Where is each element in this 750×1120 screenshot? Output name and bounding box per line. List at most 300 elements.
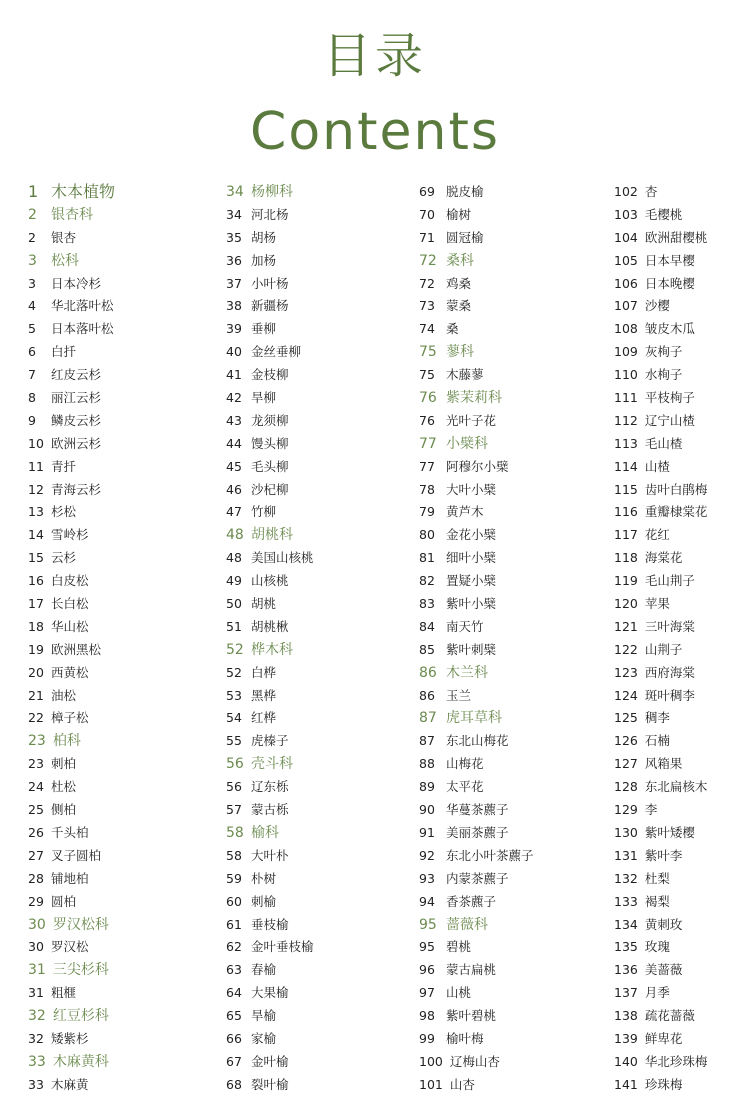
toc-entry-name: 罗汉松科	[52, 916, 109, 933]
toc-entry	[226, 250, 314, 273]
toc-entry-name: 辽梅山杏	[449, 1053, 500, 1069]
toc-entry-name: 香茶藨子	[446, 893, 497, 909]
toc-entry-number: 33	[28, 1053, 46, 1070]
toc-entry-name: 矮紫杉	[51, 1030, 89, 1046]
toc-family-heading	[226, 181, 314, 204]
toc-entry	[28, 456, 115, 479]
toc-entry-number: 127	[614, 756, 638, 772]
toc-entry-number: 11	[28, 458, 44, 474]
toc-entry-number: 111	[614, 390, 638, 406]
toc-entry-number: 29	[28, 893, 44, 909]
toc-entry-number: 49	[226, 573, 242, 589]
toc-family-heading	[226, 639, 314, 662]
toc-entry	[419, 547, 534, 570]
toc-entry	[226, 959, 314, 982]
toc-entry-name: 置疑小檗	[446, 573, 497, 589]
toc-entry-number: 84	[419, 618, 435, 634]
toc-entry-name: 榆树	[446, 206, 472, 222]
toc-entry	[419, 982, 534, 1005]
toc-entry-number: 35	[226, 229, 242, 245]
toc-entry-number: 82	[419, 573, 435, 589]
toc-entry	[614, 868, 707, 891]
toc-entry	[614, 181, 707, 204]
toc-entry-number: 40	[226, 344, 242, 360]
toc-entry-name: 白皮松	[51, 573, 89, 589]
toc-family-heading	[28, 959, 115, 982]
toc-entry-number: 123	[614, 664, 638, 680]
toc-entry-number: 56	[226, 756, 244, 773]
toc-entry-name: 毛头柳	[251, 458, 289, 474]
toc-family-heading	[28, 730, 115, 753]
toc-entry	[419, 1028, 534, 1051]
toc-entry-name: 柏科	[52, 733, 81, 750]
toc-entry-name: 木藤蓼	[446, 367, 484, 383]
toc-entry-number: 87	[419, 733, 435, 749]
toc-entry-number: 7	[28, 367, 36, 383]
toc-entry-number: 120	[614, 596, 638, 612]
toc-entry-name: 龙须柳	[251, 412, 289, 428]
toc-entry	[28, 662, 115, 685]
toc-entry-number: 96	[419, 962, 435, 978]
toc-entry	[226, 799, 314, 822]
toc-entry	[614, 570, 707, 593]
toc-entry	[614, 501, 707, 524]
toc-entry	[614, 364, 707, 387]
toc-entry-number: 109	[614, 344, 638, 360]
toc-entry-name: 胡桃科	[251, 527, 293, 544]
toc-entry	[226, 387, 314, 410]
toc-entry	[419, 181, 534, 204]
toc-entry-name: 东北扁核木	[644, 779, 708, 795]
toc-entry	[226, 341, 314, 364]
toc-entry-number: 2	[28, 229, 36, 245]
toc-entry-name: 蒙桑	[446, 298, 472, 314]
toc-entry	[226, 1051, 314, 1074]
toc-entry	[419, 1051, 534, 1074]
toc-entry-name: 千头柏	[51, 824, 89, 840]
toc-entry-number: 6	[28, 344, 36, 360]
toc-entry	[614, 639, 707, 662]
toc-entry	[226, 891, 314, 914]
toc-entry	[28, 799, 115, 822]
toc-entry-number: 137	[614, 985, 638, 1001]
toc-entry-name: 银杏科	[51, 206, 93, 223]
toc-entry-name: 木麻黄	[51, 1076, 89, 1092]
toc-entry-number: 25	[28, 802, 44, 818]
toc-entry-name: 大叶小檗	[446, 481, 497, 497]
toc-family-heading	[419, 914, 534, 937]
toc-entry-number: 99	[419, 1030, 435, 1046]
toc-entry-number: 94	[419, 893, 435, 909]
toc-entry-name: 蒙古扁桃	[446, 962, 497, 978]
toc-entry-name: 杨柳科	[251, 184, 293, 200]
toc-entry-number: 34	[226, 206, 242, 222]
toc-entry-name: 雪岭杉	[51, 527, 89, 543]
toc-entry-name: 欧洲甜樱桃	[644, 229, 708, 245]
toc-family-heading	[419, 341, 534, 364]
toc-entry-number: 47	[226, 504, 242, 520]
toc-entry-number: 119	[614, 573, 638, 589]
toc-entry	[226, 776, 314, 799]
toc-entry-name: 太平花	[446, 779, 484, 795]
toc-entry	[28, 547, 115, 570]
toc-family-heading	[419, 707, 534, 730]
toc-entry-number: 37	[226, 275, 242, 291]
toc-entry	[614, 914, 707, 937]
toc-entry	[614, 593, 707, 616]
toc-entry	[614, 891, 707, 914]
toc-entry-name: 红豆杉科	[52, 1008, 109, 1025]
toc-entry	[226, 364, 314, 387]
toc-entry	[28, 501, 115, 524]
page-title-chinese: 目录	[322, 28, 427, 84]
toc-entry	[226, 868, 314, 891]
toc-entry	[28, 891, 115, 914]
toc-entry-name: 桑	[446, 321, 459, 337]
toc-entry	[614, 1074, 707, 1097]
toc-entry-number: 71	[419, 229, 435, 245]
toc-entry-number: 115	[614, 481, 638, 497]
toc-entry	[226, 479, 314, 502]
toc-entry-name: 虎耳草科	[446, 710, 502, 727]
toc-entry-name: 蔷薇科	[446, 916, 488, 933]
toc-entry-number: 90	[419, 802, 435, 818]
toc-entry	[614, 341, 707, 364]
toc-entry-name: 辽东栎	[251, 779, 289, 795]
toc-entry	[614, 845, 707, 868]
toc-entry-number: 58	[226, 847, 242, 863]
toc-column-4	[614, 181, 707, 1097]
toc-column-1	[28, 181, 115, 1097]
toc-entry-number: 61	[226, 916, 242, 932]
toc-entry-number: 27	[28, 847, 44, 863]
toc-entry-name: 华北落叶松	[51, 298, 114, 314]
toc-entry-number: 3	[28, 275, 36, 291]
toc-entry-number: 55	[226, 733, 242, 749]
toc-entry-name: 华蔓茶藨子	[446, 802, 509, 818]
toc-entry-number: 60	[226, 893, 242, 909]
toc-entry-number: 15	[28, 550, 44, 566]
toc-entry-number: 5	[28, 321, 36, 337]
toc-entry	[614, 616, 707, 639]
toc-entry	[614, 799, 707, 822]
toc-entry-name: 桦木科	[251, 641, 293, 658]
toc-entry-name: 光叶子花	[446, 412, 497, 428]
toc-entry	[614, 1005, 707, 1028]
toc-entry-number: 126	[614, 733, 638, 749]
toc-entry-number: 34	[226, 184, 244, 200]
toc-entry-number: 79	[419, 504, 435, 520]
toc-entry-name: 沙杞柳	[251, 481, 289, 497]
toc-entry-name: 青扦	[51, 458, 77, 474]
toc-entry	[614, 410, 707, 433]
toc-entry	[419, 776, 534, 799]
toc-entry-number: 138	[614, 1008, 638, 1024]
toc-entry	[28, 1028, 115, 1051]
toc-entry-number: 91	[419, 824, 435, 840]
toc-entry	[614, 250, 707, 273]
toc-entry	[419, 799, 534, 822]
toc-entry-number: 102	[614, 184, 638, 199]
toc-entry-name: 杜松	[51, 779, 77, 795]
toc-entry-name: 华山松	[51, 618, 89, 634]
toc-entry	[226, 707, 314, 730]
toc-entry-name: 花红	[644, 527, 670, 543]
toc-entry-name: 鲜卑花	[644, 1030, 683, 1046]
toc-entry	[419, 616, 534, 639]
toc-entry-number: 33	[28, 1076, 44, 1092]
toc-entry	[614, 433, 707, 456]
toc-entry-number: 28	[28, 870, 44, 886]
toc-entry-number: 110	[614, 367, 638, 383]
toc-entry	[226, 547, 314, 570]
toc-entry-name: 山梅花	[446, 756, 484, 772]
toc-entry-name: 水栒子	[644, 367, 683, 383]
toc-entry-name: 长白松	[51, 596, 89, 612]
toc-entry-name: 胡桃	[251, 596, 277, 612]
toc-entry-number: 62	[226, 939, 242, 955]
toc-entry-number: 92	[419, 847, 435, 863]
toc-entry-name: 三尖杉科	[52, 962, 109, 979]
toc-entry-name: 石楠	[644, 733, 670, 749]
toc-entry-number: 23	[28, 733, 46, 750]
toc-entry-number: 75	[419, 344, 437, 361]
toc-entry	[226, 433, 314, 456]
toc-entry-number: 95	[419, 939, 435, 955]
toc-entry-name: 铺地柏	[51, 870, 89, 886]
toc-entry	[226, 273, 314, 296]
toc-entry-name: 东北山梅花	[446, 733, 509, 749]
toc-entry	[28, 707, 115, 730]
toc-entry-name: 皱皮木瓜	[644, 321, 695, 337]
toc-entry-name: 美丽茶藨子	[446, 824, 509, 840]
toc-entry	[419, 227, 534, 250]
toc-entry-name: 旱榆	[251, 1008, 277, 1024]
toc-entry-name: 红皮云杉	[51, 367, 102, 383]
toc-entry	[28, 753, 115, 776]
toc-entry-number: 24	[28, 779, 44, 795]
toc-entry-name: 胡杨	[251, 229, 277, 245]
toc-entry-name: 圆冠榆	[446, 229, 484, 245]
toc-entry-number: 130	[614, 824, 638, 840]
toc-entry-name: 蒙古栎	[251, 802, 289, 818]
toc-entry-number: 21	[28, 687, 44, 703]
toc-entry	[419, 639, 534, 662]
toc-entry-name: 木本植物	[51, 182, 116, 201]
toc-family-heading	[419, 250, 534, 273]
toc-entry	[226, 936, 314, 959]
toc-entry-name: 疏花蔷薇	[644, 1008, 695, 1024]
toc-entry-number: 85	[419, 641, 435, 657]
toc-entry-name: 垂柳	[251, 321, 277, 337]
toc-entry	[226, 593, 314, 616]
toc-entry	[419, 753, 534, 776]
toc-entry-name: 紫叶矮樱	[644, 824, 695, 840]
toc-entry-number: 66	[226, 1030, 242, 1046]
toc-entry-name: 红桦	[251, 710, 277, 726]
toc-entry	[226, 914, 314, 937]
toc-entry	[419, 570, 534, 593]
toc-entry-number: 78	[419, 481, 435, 497]
toc-entry-name: 虎榛子	[251, 733, 289, 749]
toc-entry-number: 56	[226, 779, 242, 795]
toc-entry	[419, 456, 534, 479]
toc-entry-number: 20	[28, 664, 44, 680]
toc-entry-name: 樟子松	[51, 710, 89, 726]
toc-entry-number: 63	[226, 962, 242, 978]
toc-entry-name: 黄芦木	[446, 504, 484, 520]
toc-entry-number: 48	[226, 527, 244, 544]
toc-entry-name: 小檗科	[446, 435, 488, 452]
toc-entry	[226, 1028, 314, 1051]
toc-entry-name: 杉松	[51, 504, 77, 520]
toc-entry-number: 114	[614, 458, 638, 474]
toc-entry-name: 银杏	[51, 229, 77, 245]
toc-entry-name: 新疆杨	[251, 298, 289, 314]
toc-entry-number: 48	[226, 550, 242, 566]
toc-entry-name: 灰栒子	[644, 344, 683, 360]
toc-entry-name: 褐梨	[644, 893, 670, 909]
toc-entry	[28, 318, 115, 341]
toc-entry-name: 油松	[51, 687, 77, 703]
toc-entry-number: 59	[226, 870, 242, 886]
toc-entry-name: 刺柏	[51, 756, 77, 772]
toc-entry	[28, 593, 115, 616]
toc-entry-number: 108	[614, 321, 638, 337]
toc-entry	[614, 936, 707, 959]
toc-entry-number: 106	[614, 275, 638, 291]
toc-entry-number: 45	[226, 458, 242, 474]
toc-entry-name: 金花小檗	[446, 527, 497, 543]
toc-entry-name: 刺榆	[251, 893, 277, 909]
toc-entry-name: 风箱果	[644, 756, 683, 772]
toc-entry-number: 122	[614, 641, 638, 657]
toc-entry	[419, 868, 534, 891]
toc-entry-name: 稠李	[644, 710, 670, 726]
toc-entry-number: 42	[226, 390, 242, 406]
toc-entry	[614, 753, 707, 776]
toc-entry	[28, 776, 115, 799]
toc-entry-name: 黄刺玫	[644, 916, 683, 932]
toc-entry-name: 日本早樱	[644, 252, 695, 268]
toc-entry-number: 43	[226, 412, 242, 428]
toc-entry-number: 46	[226, 481, 242, 497]
toc-entry-name: 青海云杉	[51, 481, 102, 497]
toc-entry	[226, 730, 314, 753]
toc-entry	[28, 295, 115, 318]
toc-entry-name: 碧桃	[446, 939, 472, 955]
toc-entry-number: 107	[614, 298, 638, 314]
toc-family-heading	[226, 524, 314, 547]
toc-entry	[419, 204, 534, 227]
toc-entry	[419, 845, 534, 868]
toc-entry-number: 14	[28, 527, 44, 543]
toc-entry-name: 黑桦	[251, 687, 277, 703]
toc-entry	[614, 547, 707, 570]
toc-entry	[614, 707, 707, 730]
toc-entry	[614, 822, 707, 845]
toc-entry	[28, 1074, 115, 1097]
toc-entry	[614, 959, 707, 982]
toc-entry-name: 金叶垂枝榆	[251, 939, 314, 955]
toc-entry-name: 紫叶刺檗	[446, 641, 497, 657]
toc-entry-name: 鸡桑	[446, 275, 472, 291]
toc-family-heading	[419, 433, 534, 456]
toc-entry-number: 76	[419, 412, 435, 428]
toc-entry	[28, 387, 115, 410]
toc-entry-name: 玉兰	[446, 687, 472, 703]
toc-entry	[614, 273, 707, 296]
toc-entry-name: 竹柳	[251, 504, 277, 520]
toc-entry-number: 31	[28, 985, 44, 1001]
toc-entry-number: 105	[614, 252, 638, 268]
toc-entry-number: 77	[419, 458, 435, 474]
toc-entry	[28, 364, 115, 387]
toc-entry-number: 41	[226, 367, 242, 383]
toc-entry-name: 丽江云杉	[51, 390, 102, 406]
toc-entry-number: 4	[28, 298, 36, 314]
toc-entry-number: 118	[614, 550, 638, 566]
toc-entry-name: 云杉	[51, 550, 77, 566]
toc-entry-name: 大叶朴	[251, 847, 289, 863]
toc-entry-number: 72	[419, 252, 437, 269]
toc-entry-name: 木麻黄科	[52, 1053, 109, 1070]
toc-entry-number: 83	[419, 596, 435, 612]
toc-entry-name: 日本晚樱	[644, 275, 695, 291]
toc-entry-number: 113	[614, 435, 638, 451]
toc-entry	[226, 662, 314, 685]
toc-entry-name: 珍珠梅	[644, 1076, 683, 1092]
toc-entry-name: 山核桃	[251, 573, 289, 589]
toc-entry-number: 133	[614, 893, 638, 909]
toc-entry-name: 重瓣棣棠花	[644, 504, 708, 520]
toc-entry-name: 壳斗科	[251, 756, 293, 773]
toc-entry-number: 125	[614, 710, 638, 726]
toc-entry-number: 88	[419, 756, 435, 772]
toc-entry-number: 13	[28, 504, 44, 520]
toc-entry-number: 9	[28, 412, 36, 428]
toc-entry-number: 18	[28, 618, 44, 634]
toc-entry-number: 2	[28, 206, 37, 223]
toc-entry	[226, 1074, 314, 1097]
toc-entry	[226, 295, 314, 318]
toc-entry-number: 23	[28, 756, 44, 772]
toc-entry	[419, 959, 534, 982]
toc-entry-number: 140	[614, 1053, 638, 1069]
toc-entry-number: 50	[226, 596, 242, 612]
toc-entry-number: 124	[614, 687, 638, 703]
toc-entry-number: 135	[614, 939, 638, 955]
toc-entry-number: 129	[614, 802, 638, 818]
toc-family-heading	[28, 250, 115, 273]
toc-entry-number: 57	[226, 802, 242, 818]
toc-entry-name: 毛山荆子	[644, 573, 695, 589]
toc-entry-number: 67	[226, 1053, 242, 1069]
toc-entry	[419, 524, 534, 547]
toc-entry-number: 36	[226, 252, 242, 268]
toc-entry-name: 金叶榆	[251, 1053, 289, 1069]
toc-entry-name: 松科	[51, 252, 79, 269]
toc-entry	[28, 410, 115, 433]
toc-entry-name: 粗榧	[51, 985, 77, 1001]
toc-entry	[614, 730, 707, 753]
toc-entry-number: 70	[419, 206, 435, 222]
toc-entry-name: 美蔷薇	[644, 962, 683, 978]
toc-entry	[28, 524, 115, 547]
toc-entry-number: 97	[419, 985, 435, 1001]
toc-entry	[614, 318, 707, 341]
toc-entry-number: 16	[28, 573, 44, 589]
